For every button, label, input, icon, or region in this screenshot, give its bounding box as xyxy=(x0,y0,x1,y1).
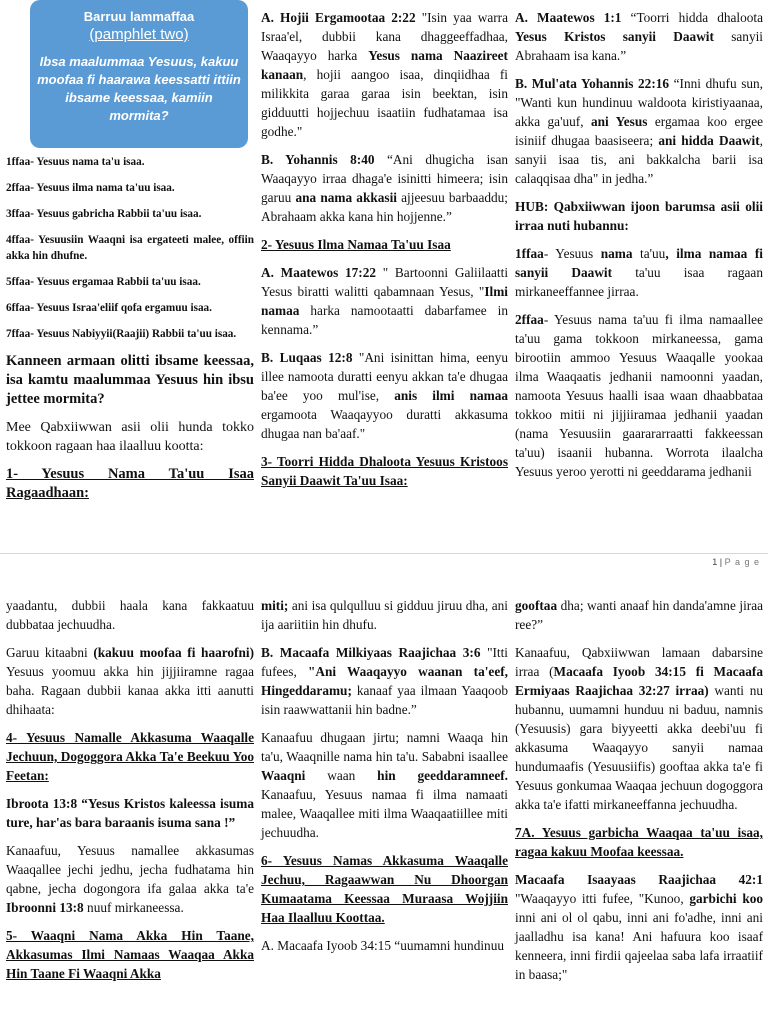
point-emphasis: nama xyxy=(600,246,633,261)
verse-hebrews-13-8: Ibroota 13:8 “Yesus Kristos kaleessa isuma ture, har'as bara baraanis isuma sana !” xyxy=(6,796,254,830)
verse-text: "Waaqayyo itti fufee, "Kunoo, xyxy=(515,891,690,906)
paragraph xyxy=(6,643,254,719)
page2-column-3 xyxy=(515,596,763,993)
list-item: 1ffaa- Yesuus nama ta'u isaa. xyxy=(6,156,145,168)
paragraph-emphasis: Macaafa Iyoob 34:15 fi Macaafa Ermiyaas Raajichaa 32:27 irraa) xyxy=(515,664,764,698)
paragraph-text: ani isa qulqulluu si gidduu jiruu dha, ani ija aariitiin hin dhufu. xyxy=(261,598,508,632)
verse-ref: B. Mul'ata Yohannis 22:16 xyxy=(515,76,670,91)
section-heading-5: 5- Waaqni Nama Akka Hin Taane, Akkasumas Ilmi Namaas Waaqaa Akka Hin Taane Fi Waaqni Akka xyxy=(6,928,254,981)
point-text: - Yesuus xyxy=(543,246,601,261)
callout-subtitle: (pamphlet two) xyxy=(89,26,189,43)
paragraph-text: Kanaafuu, Yesuus namallee akkasumas Waaqallee jechi jedhu, jecha fudhatama hin qabne, jecha dogongora ifa galaa akka ta'e xyxy=(6,843,254,896)
section-heading-2: 2- Yesuus Ilma Namaa Ta'uu Isaa xyxy=(261,237,451,252)
verse-emphasis: ani hidda Daawit xyxy=(658,133,760,148)
section-heading-3: 3- Toorri Hidda Dhaloota Yesuus Kristoos Sanyii Daawit Ta'uu Isaa: xyxy=(261,454,508,488)
verse-luke-12-8 xyxy=(261,348,508,443)
verse-ref: B. Macaafa Milkiyaas Raajichaa 3:6 xyxy=(261,645,481,660)
paragraph-text: wanti nu hubannu, uumamni hunduu ni baduu, namnis (Yesuusis) gara biyyeetti akka deebi'uu fi akkasuma Waaqayyo sanyii namaa hundumaafis (Yesuusiifis) gooftaa akka ta'e fi Yesuus gonkumaa Waaqaa jechuun dogoggora akka ta'e ifatti mirkaneeffanna jechuudha. xyxy=(515,683,763,812)
list-item: 3ffaa- Yesuus gabricha Rabbii ta'uu isaa. xyxy=(6,208,202,220)
verse-emphasis: ani Yesus xyxy=(590,114,648,129)
verse-text: , sanyii isaa tis, ani bakkalcha barii isa calaqqisaa dha" in jedha.” xyxy=(515,133,763,186)
point-text: - Yesuus nama ta'uu fi ilma namaallee ta'uu gama tokkoon mirkaneessa, gama birootiin ammoo Yesuus Waaqalle yookaa ilma Waaqaatis jedhanii namoonni yaadan, namoota Yesuus haalli isaa waan dhaabbataa tokkoo mitii ni jijjiiramaa jedhanii yaadan (nama Yesuusiin gaarararraatti fakkeessan ta'uu) isaanii hubanna. Worrota ilaalcha Yesuus yeroo yerotti ni geeddarama jedhanii xyxy=(515,312,763,479)
list-item: 5ffaa- Yesuus ergamaa Rabbii ta'uu isaa. xyxy=(6,276,201,288)
page2-column-1 xyxy=(6,596,254,992)
verse-text: kanaaf yaa ilmaan Yaaqoob isin raawwattanii hin badne.” xyxy=(261,683,508,717)
page-number-label: P a g e xyxy=(724,557,760,567)
hub-heading: HUB: Qabxiiwwan ijoon barumsa asii olii irraa nuti hubannu: xyxy=(515,199,763,233)
verse-ref: B. Yohannis 8:40 xyxy=(261,152,375,167)
point-tag: 2ffaa xyxy=(515,312,544,327)
verse-text: , hojii aangoo isaa, dinqiidhaa fi milikkita garaa garaa isin beektan, isin gidduutti hojjechuu isaatiin fudhatamaa isa godhe." xyxy=(261,67,508,139)
verse-text: " Bartoonni Galiilaatti Yesus biratti walitti qabamnaan Yesus, " xyxy=(261,265,509,299)
paragraph-text: Kanaafuu, Yesuus namaa fi ilma namaati malee, Waaqallee miti ilma Waaqaatiillee miti jechuudha. xyxy=(261,787,508,840)
page1-column-1 xyxy=(6,0,254,512)
point-1 xyxy=(515,244,763,301)
paragraph-text: Kanaafuu dhugaan jirtu; namni Waaqa hin ta'u, Waaqnille nama hin ta'u. Sababni isaallee xyxy=(261,730,508,764)
verse-ref: A. Hojii Ergamootaa 2:22 xyxy=(261,10,416,25)
section-heading-1: 1- Yesuus Nama Ta'uu Isaa Ragaadhaan: xyxy=(6,466,254,501)
verse-emphasis: Yesus Kristos sanyii Daawit xyxy=(515,29,714,44)
verse-job-34-15 xyxy=(261,936,508,955)
paragraph xyxy=(515,596,763,634)
list-item: 4ffaa- Yesuusiin Waaqni isa ergateeti malee, offiin akka hin dhufne. xyxy=(6,234,254,262)
verse-matthew-1-1 xyxy=(515,8,763,65)
verse-text: “Inni dhufu sun, "Wanti kun hundinuu waldoota kiristiyaanaa, akka ga'uuf, xyxy=(515,76,763,129)
section-heading-4: 4- Yesuus Namalle Akkasuma Waaqalle Jechuun, Dogoggora Akka Ta'e Beekuu Yoo Feetan: xyxy=(6,730,254,783)
paragraph-emphasis: hin geeddaramneef. xyxy=(377,768,509,783)
verse-text: inni ani ol ol qabu, inni ani fo'adhe, inni ani jaalladhu isa kana! Ani hafuura koo isaaf kenneera, inni firdii qajeelaa saba lafa irraatiif in baasa;" xyxy=(515,910,763,982)
intro-paragraph: Mee Qabxiiwwan asii olii hunda tokko tokkoon ragaan haa ilaalluu kootta: xyxy=(6,420,254,454)
list-item: 2ffaa- Yesuus ilma nama ta'uu isaa. xyxy=(6,182,175,194)
point-emphasis: , ilma namaa fi sanyii Daawit xyxy=(515,246,764,280)
list-item: 6ffaa- Yesuus Israa'eliif qofa ergamuu isaa. xyxy=(6,302,212,314)
verse-emphasis: Yesus nama Naazireet kanaan xyxy=(261,48,508,82)
callout-title: Barruu lammaffaa xyxy=(83,9,195,24)
paragraph xyxy=(261,596,508,634)
verse-text: ergamaa koo ergee isiniif dhugaa baasiseera; xyxy=(515,114,763,148)
page-number xyxy=(712,557,760,567)
paragraph-text: Garuu kitaabni xyxy=(6,645,94,660)
page1-column-2 xyxy=(261,8,508,499)
verse-emphasis: ana nama akkasii xyxy=(295,190,397,205)
verse-matthew-17-22 xyxy=(261,263,508,339)
paragraph-emphasis: Ibroonni 13:8 xyxy=(6,900,84,915)
verse-ref: A. Maatewos 17:22 xyxy=(261,265,377,280)
section-heading-7: 7A. Yesuus garbicha Waaqaa ta'uu isaa, ragaa kakuu Moofaa keessaa. xyxy=(515,825,763,859)
verse-text: “uumamni hundinuu xyxy=(390,938,504,953)
verse-text: "Ani isinittan hima, eenyu illee namoota duratti eenyu akkan ta'e dhugaa ba'ee yoo mul'ise, xyxy=(261,350,508,403)
paragraph-emphasis: miti; xyxy=(261,598,289,613)
verse-text: ajjeesuu barbaaddu; Abrahaam akka kana hin hojjenne.” xyxy=(261,190,508,224)
verse-ref: Macaafa Isaayaas Raajichaa 42:1 xyxy=(515,872,763,887)
verse-text: harka namootaatti dabarfamee in kennama.” xyxy=(261,303,508,337)
paragraph-emphasis: (kakuu moofaa fi haarofni) xyxy=(93,645,254,660)
page-divider xyxy=(0,553,768,554)
list-item: 7ffaa- Yesuus Nabiyyii(Raajii) Rabbii ta'uu isaa. xyxy=(6,328,237,340)
verse-text: "Itti fufees, xyxy=(261,645,509,679)
point-tag: 1ffaa xyxy=(515,246,544,261)
page2-column-2 xyxy=(261,596,508,964)
verse-text: “Ani dhugicha isan Waaqayyo irraa dhaga'e isinitti himeera; isin garuu xyxy=(261,152,508,205)
verse-acts-2-22 xyxy=(261,8,508,141)
paragraph xyxy=(261,728,508,842)
callout-box xyxy=(30,0,248,148)
question-heading: Kanneen armaan olitti ibsame keessaa, isa kamtu maalummaa Yesuus hin ibsu jettee mormita? xyxy=(6,353,254,407)
paragraph-text: nuuf mirkaneessa. xyxy=(83,900,184,915)
paragraph xyxy=(515,643,763,814)
paragraph-text: Kanaafuu, Qabxiiwwan lamaan dabarsine irraa ( xyxy=(515,645,763,679)
paragraph-text: Yesuus yoomuu akka hin jijjiiramne ragaa baha. Ragaan dubbii kanaa akka itti aanutti dhihaata: xyxy=(6,664,254,717)
point-text: ta'uu xyxy=(632,246,666,261)
verse-emphasis: Ilmi namaa xyxy=(261,284,508,318)
verse-text: "Isin yaa warra Israa'el, dubbii kana dhaggeeffadhaa, Waaqayyo harka xyxy=(261,10,508,63)
verse-text: sanyii Abrahaam isa kana.” xyxy=(515,29,763,63)
point-text: ta'uu isaa ragaan mirkaneeffannee jirraa. xyxy=(515,265,763,299)
verse-ref: A. Maatewos 1:1 xyxy=(515,10,622,25)
verse-ref: B. Luqaas 12:8 xyxy=(261,350,353,365)
verse-isaiah-42-1 xyxy=(515,870,763,984)
page-number-separator: | xyxy=(719,557,723,567)
verse-malachi-3-6 xyxy=(261,643,508,719)
verse-emphasis: garbichi koo xyxy=(689,891,764,906)
verse-ref: A. Macaafa Iyoob 34:15 xyxy=(261,938,391,953)
page1-column-3 xyxy=(515,8,763,490)
callout-question: Ibsa maalummaa Yesuus, kakuu moofaa fi haarawa keessatti ittiin ibsame keessaa, kamiin mormita? xyxy=(37,54,241,123)
paragraph xyxy=(6,841,254,917)
page-number-value: 1 xyxy=(712,557,718,567)
point-2 xyxy=(515,310,763,481)
paragraph-emphasis: gooftaa xyxy=(515,598,558,613)
paragraph-text: dha; wanti anaaf hin danda'amne jiraa ree?” xyxy=(515,598,763,632)
verse-text: ergamoota Waaqayyoo duratti akkasuma dhugaa nan ba'aaf." xyxy=(261,407,508,441)
section-heading-6: 6- Yesuus Namas Akkasuma Waaqalle Jechuu, Ragaawwan Nu Dhoorgan Kumaatama Keessaa Muraasa Wojjiin Haa Ilaalluu Koottaa. xyxy=(261,853,508,925)
page-two xyxy=(0,590,768,1024)
verse-john-8-40 xyxy=(261,150,508,226)
paragraph-text: waan xyxy=(305,768,378,783)
verse-text: “Toorri hidda dhaloota xyxy=(621,10,764,25)
paragraph: yaadantu, dubbii haala kana fakkaatuu dubbataa jechuudha. xyxy=(6,598,254,632)
paragraph-emphasis: Waaqni xyxy=(261,768,306,783)
page-gap xyxy=(0,548,768,590)
verse-emphasis: anis ilmi namaa xyxy=(394,388,508,403)
verse-emphasis: "Ani Waaqayyo waanan ta'eef, Hingeddaramu; xyxy=(261,664,508,698)
verse-revelation-22-16 xyxy=(515,74,763,188)
